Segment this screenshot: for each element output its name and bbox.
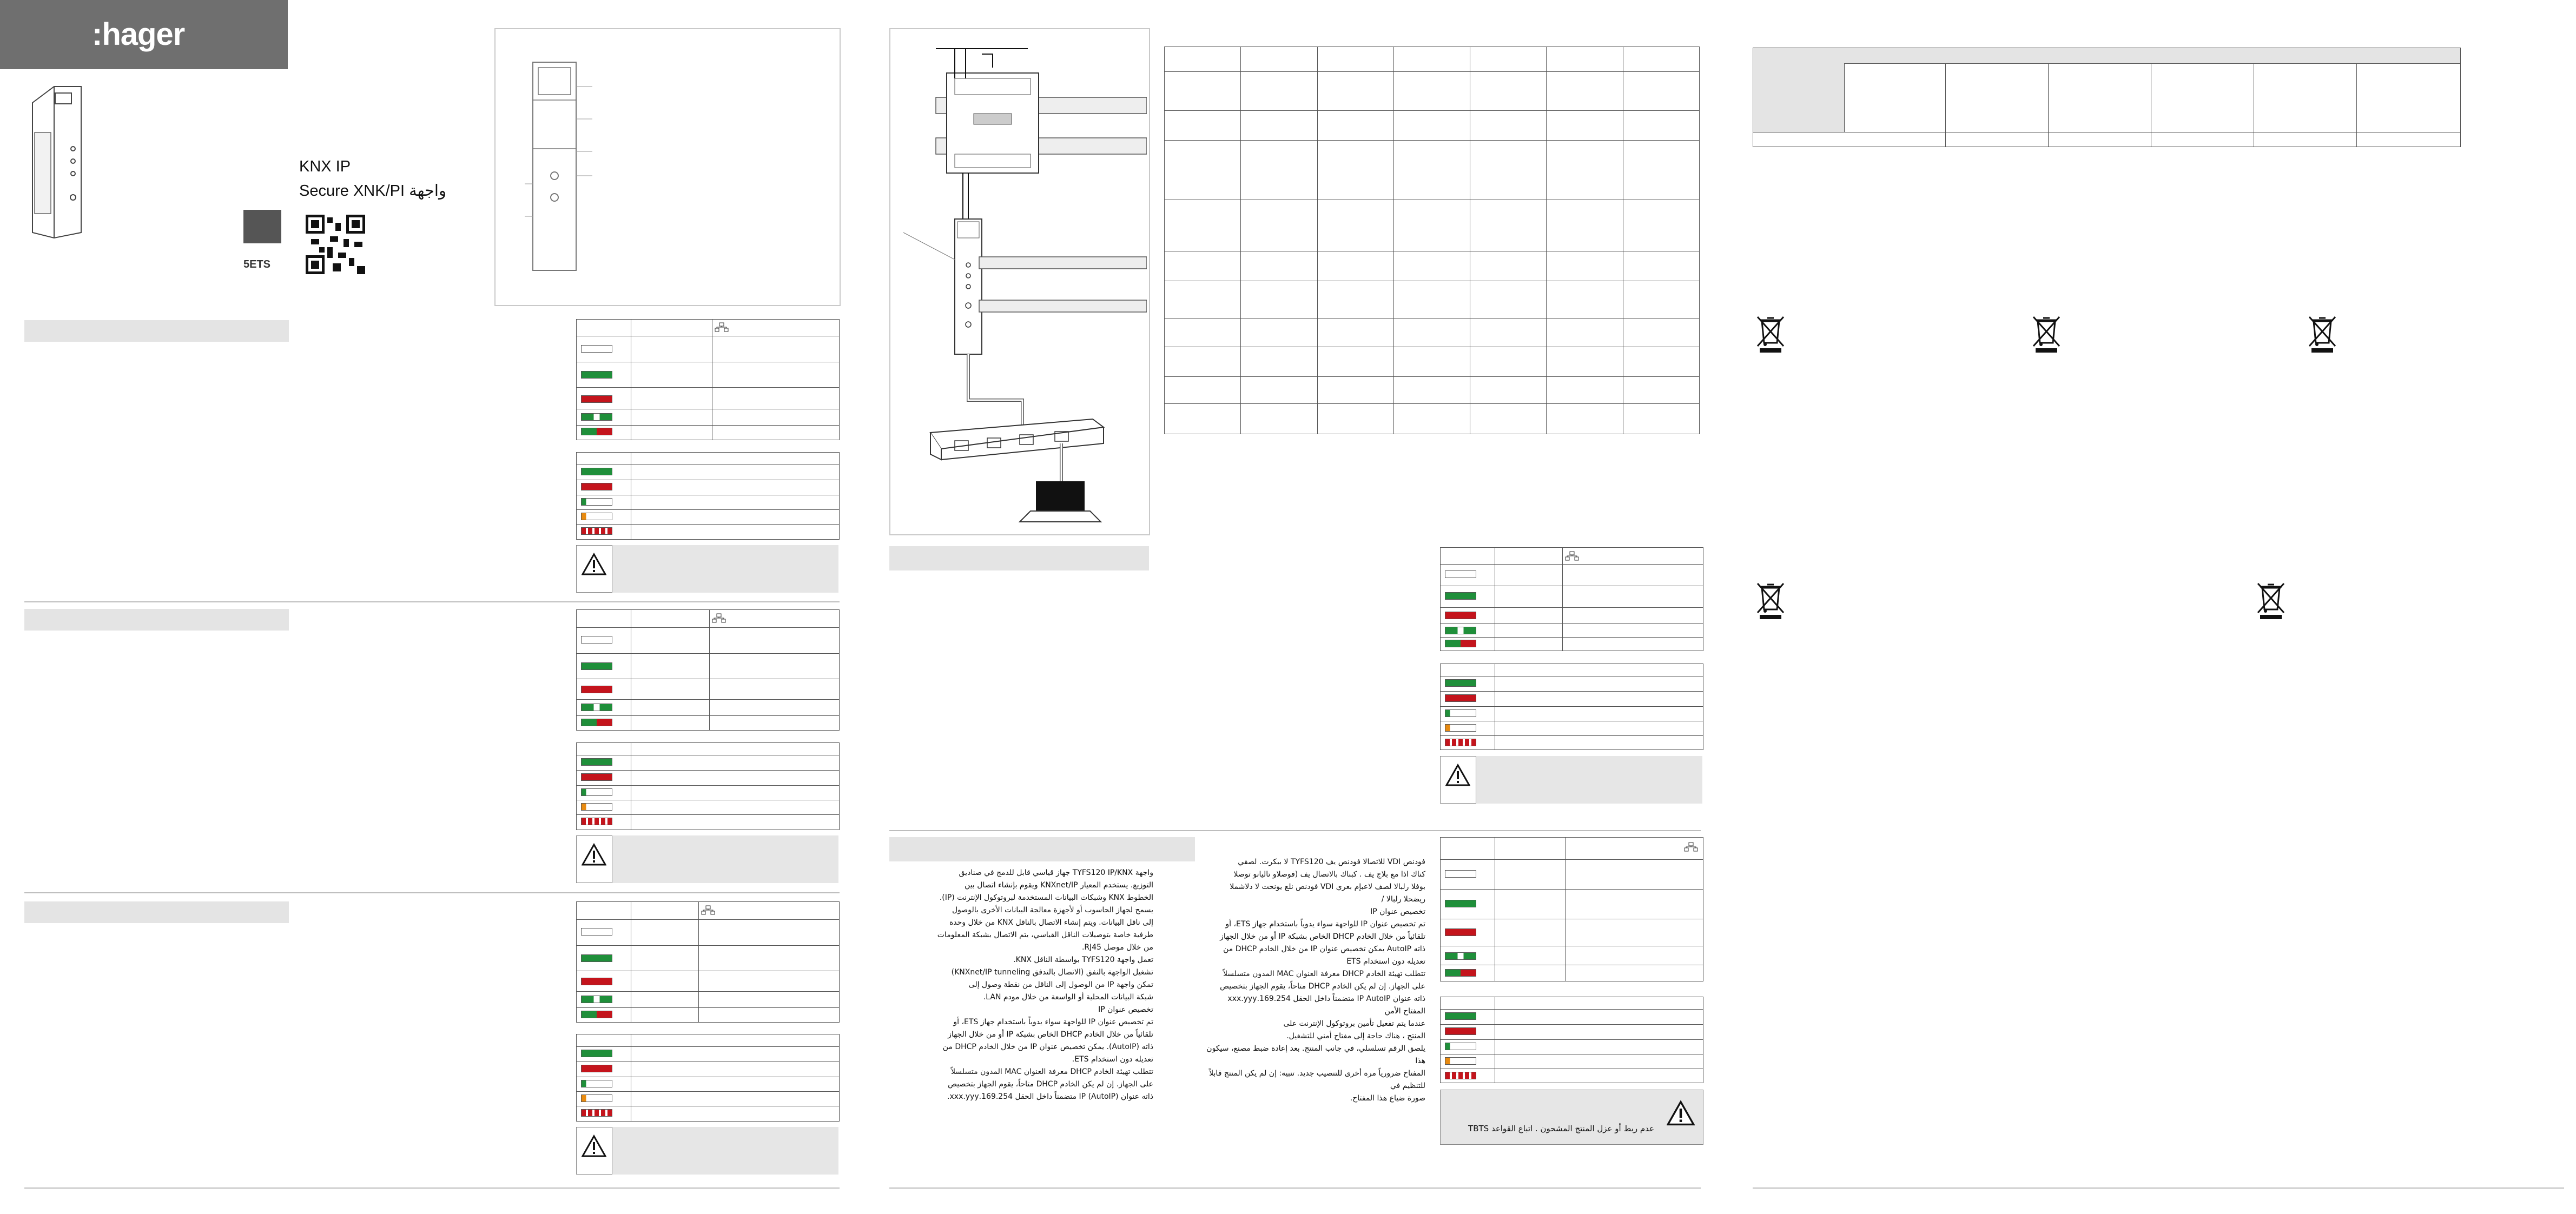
text-line: تم تخصيص عنوان IP للواجهة سواء يدوياً باستخدام جهاز ETS، أو: [953, 1018, 1153, 1026]
section-header-band: [889, 546, 1149, 570]
device-front-drawing: [525, 59, 595, 276]
led-red: [581, 1065, 612, 1072]
text-line: المنتج ، هناك حاجة إلى مفتاح أمني للتشغيل.: [1286, 1032, 1425, 1040]
led-red: [581, 773, 612, 781]
text-line: تلقائياً من خلال الخادم DHCP الخاص بشبكة IP أو من خلال الجهاز: [1220, 932, 1425, 941]
weee-crossed-bin-icon: [1754, 581, 1787, 620]
network-icon: [712, 613, 726, 623]
text-line: بوفلا رلبالا لصف لاعبإم بعري VDI فودنص نلع يونحت لا دلاشملا: [1230, 883, 1425, 891]
led-off: [1445, 570, 1476, 578]
section-divider: [24, 892, 840, 893]
led-red: [581, 395, 612, 403]
led-orange-flash: [1445, 724, 1476, 732]
section-header-band: [24, 609, 289, 631]
text-line: ذاته AutoIP يمكن تخصيص عنوان IP من خلال الخادم DHCP من: [1223, 945, 1425, 953]
led-green: [1445, 900, 1476, 907]
led-green-flash: [1445, 709, 1476, 717]
led-status-table-2: [576, 452, 840, 540]
text-line: ريضحلا رلبالا /: [1381, 895, 1425, 904]
technical-data-table: [1164, 47, 1700, 434]
led-off: [581, 345, 612, 353]
text-line: عندما يتم تفعيل تأمين بروتوكول الإنترنت على: [1283, 1019, 1425, 1028]
led-red: [581, 978, 612, 985]
section-divider: [889, 1188, 1701, 1189]
text-line: تم تخصيص عنوان IP للواجهة سواء يدوياً باستخدام جهاز ETS، أو: [1225, 920, 1425, 928]
section-divider: [889, 830, 1701, 831]
text-line: على الجهاز. إن لم يكن الخادم DHCP متاحاً، يقوم الجهاز بتخصيص: [948, 1080, 1153, 1089]
section-divider: [1753, 1188, 2564, 1189]
led-red: [581, 483, 612, 490]
network-icon: [701, 905, 715, 915]
led-red: [1445, 694, 1476, 702]
led-status-table: [576, 609, 840, 731]
warning-icon: [582, 553, 606, 575]
warning-text: عدم ربط أو عزل المنتج المشحون . اتباع القواعد TBTS: [1468, 1124, 1654, 1133]
text-line: تعديله دون استخدام ETS.: [1072, 1055, 1153, 1064]
led-red-fast-blink: [1445, 739, 1476, 746]
text-line: تخصيص عنوان IP: [1370, 907, 1425, 916]
section-header-band: [24, 320, 289, 342]
led-orange-flash: [581, 803, 612, 811]
led-status-table-2: [576, 742, 840, 830]
led-red: [1445, 612, 1476, 619]
led-red-fast-blink: [581, 818, 612, 825]
led-orange-flash: [1445, 1057, 1476, 1065]
device-illustration: [22, 81, 92, 243]
text-line: فودنص VDI للاتصالا فودنص يف TYFS120 لا ببكرت. لصقي: [1238, 858, 1425, 866]
summary-table: [1753, 48, 2461, 147]
text-line: طرفية خاصة بتوصيلات الناقل القياسي، يتم الاتصال بشبكة المعلومات: [937, 931, 1153, 939]
weee-crossed-bin-icon: [2030, 315, 2063, 354]
led-green-blink: [1445, 627, 1476, 634]
warning-box: [576, 545, 838, 593]
text-line: تتطلب تهيئة الخادم DHCP معرفة العنوان MAC المدون متسلسلاً: [1223, 970, 1425, 978]
led-green: [1445, 592, 1476, 600]
led-green-flash: [581, 788, 612, 796]
text-line: ذاته (AutoIP). يمكن تخصيص عنوان IP من خلال الخادم DHCP من: [942, 1043, 1153, 1051]
led-status-table-2: [1440, 997, 1703, 1083]
text-line: صورة ضياع هذا المفتاح.: [1350, 1094, 1425, 1103]
text-line: تلقائياً من خلال الخادم DHCP الخاص بشبكة IP أو من خلال الجهاز: [948, 1030, 1153, 1039]
product-title: KNX IP: [299, 158, 351, 175]
weee-crossed-bin-icon: [2255, 581, 2287, 620]
led-green: [581, 662, 612, 670]
led-green: [581, 371, 612, 379]
text-line: تشغيل الواجهة بالنفق (الاتصال بالتدفق KNXnet/IP tunneling): [951, 968, 1153, 977]
led-green: [1445, 679, 1476, 687]
led-green: [1445, 1012, 1476, 1020]
warning-box: [1440, 756, 1702, 804]
led-status-table-2: [1440, 664, 1703, 750]
warning-icon: [582, 843, 606, 866]
section-header-band: [889, 837, 1195, 861]
text-line: التوزيع. يستخدم المعيار KNXnet/IP ويقوم بإنشاء اتصال بين: [965, 881, 1153, 890]
network-icon: [715, 322, 729, 332]
text-line: كناك اذا مع بلاج يف . كبناك بالاتصال يف (فوصلاو تاليانو توصلا: [1233, 870, 1425, 879]
led-red-fast-blink: [581, 1109, 612, 1117]
warning-icon: [1445, 764, 1470, 786]
text-line: على الجهاز. إن لم يكن الخادم DHCP متاحاً، يقوم الجهاز بتخصيص: [1220, 982, 1425, 991]
text-line: المفتاح الأمن: [1384, 1007, 1425, 1016]
text-line: يلصق الرقم تسلسلي، في جانب المنتج. بعد إعادة ضبط مصنع، سيكون هذا: [1206, 1044, 1425, 1065]
ets-badge-label: 5ETS: [243, 258, 271, 270]
led-green-red: [1445, 640, 1476, 647]
led-green-blink: [581, 996, 612, 1003]
led-orange-flash: [581, 1094, 612, 1102]
text-line: شبكة البيانات المحلية أو الواسعة من خلال مودم LAN.: [983, 993, 1153, 1001]
brand-logo: :hager: [92, 17, 185, 52]
text-line: تعديله دون استخدام ETS: [1346, 957, 1425, 966]
text-line: يسمح لجهاز الحاسوب أو لأجهزة معالجة البيانات الأخرى بالوصول: [952, 906, 1153, 914]
led-off: [581, 636, 612, 644]
description-column-2: [1198, 856, 1425, 1105]
warning-box: [576, 835, 838, 883]
warning-box: [1440, 1090, 1703, 1145]
led-green-blink: [581, 704, 612, 711]
led-red-fast-blink: [1445, 1072, 1476, 1079]
led-green: [581, 1050, 612, 1057]
text-line: من خلال موصل RJ45.: [1081, 943, 1153, 952]
led-green-red: [581, 428, 612, 435]
led-status-table: [576, 901, 840, 1023]
ets-laptop-label: ETS: [1088, 484, 1116, 500]
led-status-table-2: [576, 1034, 840, 1122]
led-red: [1445, 928, 1476, 936]
text-line: ذاته عنوان IP (AutoIP) متضمناً داخل الحقل 169.254.xxx.yyy.: [947, 1092, 1153, 1101]
text-line: تمكن واجهة IP من الوصول إلى الناقل من نقطة وصول إلى: [968, 980, 1153, 989]
weee-crossed-bin-icon: [1754, 315, 1787, 354]
text-line: تتطلب تهيئة الخادم DHCP معرفة العنوان MAC المدون متسلسلاً: [950, 1067, 1153, 1076]
qr-code: [306, 215, 365, 274]
network-icon: [1684, 842, 1698, 852]
led-orange-flash: [581, 513, 612, 520]
led-green-red: [581, 1011, 612, 1018]
led-red-fast-blink: [581, 527, 612, 535]
warning-icon: [1667, 1100, 1695, 1126]
section-divider: [24, 601, 840, 602]
led-green-blink: [1445, 952, 1476, 960]
warning-icon: [582, 1135, 606, 1157]
network-icon: [1565, 551, 1579, 561]
led-off: [581, 928, 612, 936]
led-green-red: [1445, 969, 1476, 977]
led-status-table: [576, 319, 840, 440]
text-line: واجهة TYFS120 IP/KNX جهاز قياسي قابل للدمج في صناديق: [959, 868, 1153, 877]
led-green-red: [581, 719, 612, 726]
section-divider: [24, 1188, 840, 1189]
led-green-flash: [581, 1080, 612, 1087]
text-line: المفتاح ضرورياً مرة أخرى للتنصيب جديد. تنبيه: إن لم يكن المنتج قابلاً للتنظيم في: [1209, 1069, 1425, 1090]
wiring-diagram: [893, 32, 1147, 530]
led-green: [581, 468, 612, 475]
led-green-flash: [581, 498, 612, 506]
led-green: [581, 954, 612, 962]
led-green-blink: [581, 413, 612, 421]
text-line: الخطوط KNX وشبكات البيانات المستخدمة لبروتوكول الإنترنت (IP).: [939, 893, 1153, 902]
led-red: [581, 686, 612, 693]
description-column-1: [926, 867, 1153, 1103]
text-line: تخصيص عنوان IP: [1098, 1005, 1153, 1014]
led-green-flash: [1445, 1043, 1476, 1050]
text-line: ذاته عنوان IP AutoIP متضمناً داخل الحقل 169.254.xxx.yyy: [1227, 994, 1425, 1003]
led-status-table: [1440, 547, 1703, 651]
section-header-band: [24, 901, 289, 923]
led-status-table: [1440, 837, 1703, 981]
warning-box: [576, 1127, 838, 1175]
text-line: إلى ناقل البيانات. ويتم إنشاء الاتصال بالناقل KNX من خلال وحدة: [949, 918, 1153, 927]
text-line: تعمل واجهة TYFS120 بواسطة الناقل KNX.: [1013, 956, 1153, 964]
product-subtitle: Secure XNK/PI واجهة: [299, 182, 446, 200]
ets-badge-image: [243, 210, 281, 243]
led-green: [581, 758, 612, 766]
led-red: [1445, 1027, 1476, 1035]
led-off: [1445, 870, 1476, 878]
weee-crossed-bin-icon: [2306, 315, 2339, 354]
